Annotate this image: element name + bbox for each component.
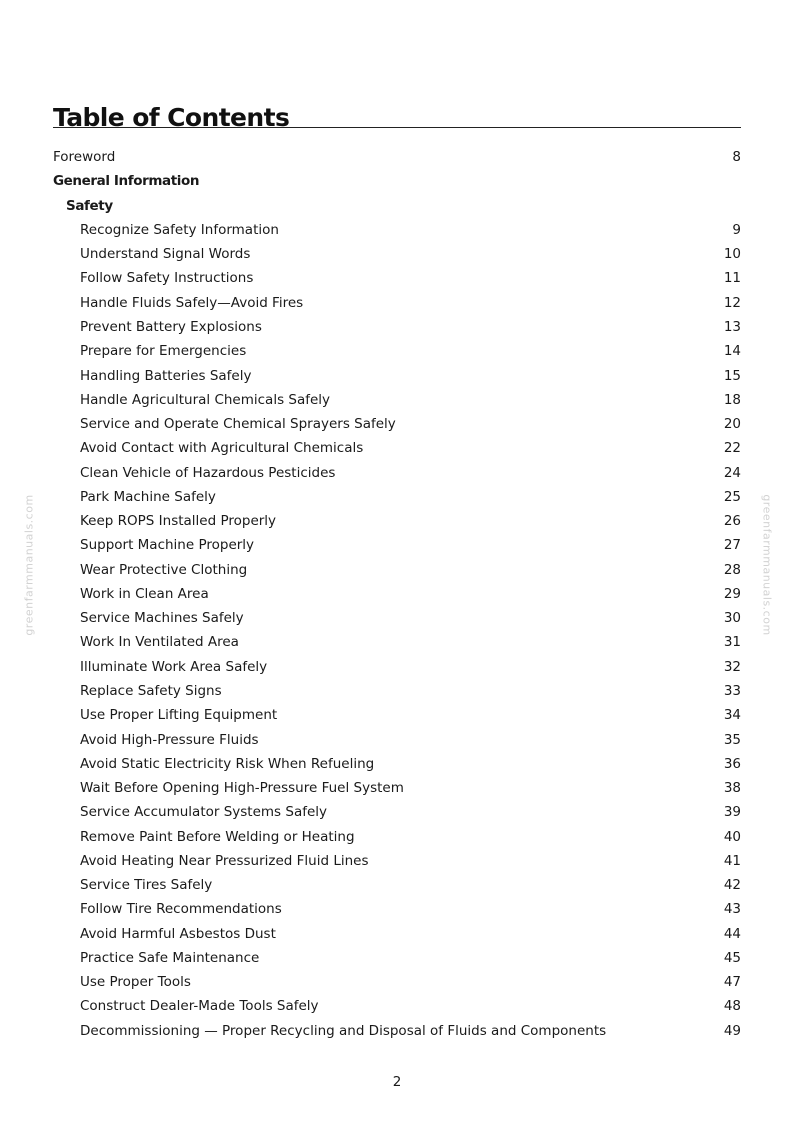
toc-entry[interactable] <box>53 824 741 848</box>
toc-entry-label: Follow Safety Instructions <box>80 270 254 287</box>
toc-entry-page: 9 <box>732 221 741 238</box>
toc-entry[interactable] <box>53 946 741 970</box>
toc-entry-label: Prevent Battery Explosions <box>80 318 262 335</box>
toc-entry-label: Service Tires Safely <box>80 877 213 894</box>
toc-entry-label: Avoid Harmful Asbestos Dust <box>80 925 276 942</box>
toc-entry[interactable] <box>53 994 741 1018</box>
toc-entry-page: 10 <box>723 246 741 263</box>
toc-entry-label: Prepare for Emergencies <box>80 343 247 360</box>
page-number: 2 <box>392 1074 402 1090</box>
toc-entry-page: 31 <box>723 634 741 651</box>
toc-entry[interactable] <box>53 509 741 533</box>
toc-entry-label: Work In Ventilated Area <box>80 634 239 651</box>
toc-entry-label: Service Accumulator Systems Safely <box>80 804 328 821</box>
toc-entry-page: 24 <box>723 464 741 481</box>
toc-entry[interactable] <box>53 145 741 169</box>
toc-entry-label: Handle Agricultural Chemicals Safely <box>80 391 331 408</box>
toc-entry-label: General Information <box>53 173 200 190</box>
toc-entry-page: 47 <box>723 974 741 991</box>
toc-entry-page: 35 <box>723 731 741 748</box>
table-of-contents <box>53 145 741 1043</box>
toc-entry-label: Handle Fluids Safely—Avoid Fires <box>80 294 304 311</box>
toc-entry[interactable] <box>53 655 741 679</box>
toc-entry[interactable] <box>53 242 741 266</box>
toc-entry-label: Practice Safe Maintenance <box>80 949 260 966</box>
toc-entry-label: Construct Dealer-Made Tools Safely <box>80 998 319 1015</box>
toc-section-heading <box>53 194 741 218</box>
watermark-left: greenfarmmanuals.com <box>22 494 36 636</box>
toc-entry-page: 11 <box>723 270 741 287</box>
toc-entry[interactable] <box>53 727 741 751</box>
toc-entry-label: Avoid Heating Near Pressurized Fluid Lines <box>80 852 369 869</box>
toc-entry[interactable] <box>53 558 741 582</box>
toc-entry[interactable] <box>53 218 741 242</box>
toc-entry-label: Clean Vehicle of Hazardous Pesticides <box>80 464 336 481</box>
toc-entry-label: Avoid Static Electricity Risk When Refueling <box>80 755 375 772</box>
toc-entry[interactable] <box>53 849 741 873</box>
toc-entry-page: 32 <box>723 658 741 675</box>
toc-entry-label: Follow Tire Recommendations <box>80 901 282 918</box>
toc-entry-page: 22 <box>723 440 741 457</box>
toc-entry-label: Service Machines Safely <box>80 610 244 627</box>
toc-entry-page: 36 <box>723 755 741 772</box>
toc-entry[interactable] <box>53 339 741 363</box>
toc-entry-page: 27 <box>723 537 741 554</box>
toc-entry-page: 41 <box>723 852 741 869</box>
toc-entry-label: Support Machine Properly <box>80 537 255 554</box>
toc-entry-label: Replace Safety Signs <box>80 682 222 699</box>
watermark-right: greenfarmmanuals.com <box>760 494 774 636</box>
toc-entry[interactable] <box>53 436 741 460</box>
toc-entry[interactable] <box>53 388 741 412</box>
toc-entry[interactable] <box>53 922 741 946</box>
toc-entry-page: 26 <box>723 513 741 530</box>
toc-entry-page: 49 <box>723 1022 741 1039</box>
toc-entry-label: Remove Paint Before Welding or Heating <box>80 828 355 845</box>
toc-entry-page: 28 <box>723 561 741 578</box>
page-title: Table of Contents <box>53 102 290 132</box>
toc-entry[interactable] <box>53 752 741 776</box>
toc-entry-label: Wear Protective Clothing <box>80 561 248 578</box>
toc-entry-label: Safety <box>66 197 113 214</box>
toc-entry-label: Use Proper Lifting Equipment <box>80 707 278 724</box>
toc-entry[interactable] <box>53 533 741 557</box>
toc-entry[interactable] <box>53 460 741 484</box>
toc-entry-label: Keep ROPS Installed Properly <box>80 513 277 530</box>
toc-entry-label: Avoid High-Pressure Fluids <box>80 731 259 748</box>
toc-entry-page: 48 <box>723 998 741 1015</box>
toc-entry-page: 38 <box>723 780 741 797</box>
toc-entry-label: Foreword <box>53 149 116 166</box>
title-divider <box>53 127 741 128</box>
toc-entry-page: 14 <box>723 343 741 360</box>
toc-entry-label: Handling Batteries Safely <box>80 367 252 384</box>
toc-entry[interactable] <box>53 606 741 630</box>
toc-entry-page: 34 <box>723 707 741 724</box>
toc-entry-page: 18 <box>723 391 741 408</box>
toc-entry-page: 33 <box>723 682 741 699</box>
toc-entry-label: Recognize Safety Information <box>80 221 279 238</box>
toc-entry[interactable] <box>53 315 741 339</box>
toc-entry-page: 42 <box>723 877 741 894</box>
toc-entry-label: Understand Signal Words <box>80 246 251 263</box>
toc-entry-label: Illuminate Work Area Safely <box>80 658 268 675</box>
toc-entry-page: 15 <box>723 367 741 384</box>
toc-entry[interactable] <box>53 1019 741 1043</box>
toc-entry-page: 40 <box>723 828 741 845</box>
toc-entry-label: Use Proper Tools <box>80 974 191 991</box>
toc-entry[interactable] <box>53 485 741 509</box>
toc-entry[interactable] <box>53 873 741 897</box>
toc-entry-page: 39 <box>723 804 741 821</box>
toc-entry[interactable] <box>53 897 741 921</box>
toc-entry-page: 43 <box>723 901 741 918</box>
toc-entry[interactable] <box>53 266 741 290</box>
toc-entry[interactable] <box>53 412 741 436</box>
toc-section-heading <box>53 169 741 193</box>
toc-entry-page: 29 <box>723 585 741 602</box>
toc-entry[interactable] <box>53 630 741 654</box>
toc-entry-page: 13 <box>723 318 741 335</box>
toc-entry-label: Park Machine Safely <box>80 488 216 505</box>
toc-entry[interactable] <box>53 776 741 800</box>
toc-entry[interactable] <box>53 291 741 315</box>
toc-entry[interactable] <box>53 703 741 727</box>
toc-entry-label: Avoid Contact with Agricultural Chemicals <box>80 440 364 457</box>
toc-entry-label: Work in Clean Area <box>80 585 209 602</box>
toc-entry-label: Service and Operate Chemical Sprayers Safely <box>80 416 396 433</box>
toc-entry-page: 12 <box>723 294 741 311</box>
toc-entry-page: 20 <box>723 416 741 433</box>
toc-entry-page: 44 <box>723 925 741 942</box>
toc-entry-label: Decommissioning — Proper Recycling and Disposal of Fluids and Components <box>80 1022 607 1039</box>
toc-entry-page: 30 <box>723 610 741 627</box>
toc-entry[interactable] <box>53 970 741 994</box>
toc-entry[interactable] <box>53 800 741 824</box>
toc-entry[interactable] <box>53 582 741 606</box>
toc-entry[interactable] <box>53 679 741 703</box>
toc-entry-page: 25 <box>723 488 741 505</box>
toc-entry[interactable] <box>53 363 741 387</box>
toc-entry-page: 45 <box>723 949 741 966</box>
toc-entry-page: 8 <box>732 149 741 166</box>
toc-entry-label: Wait Before Opening High-Pressure Fuel System <box>80 780 404 797</box>
